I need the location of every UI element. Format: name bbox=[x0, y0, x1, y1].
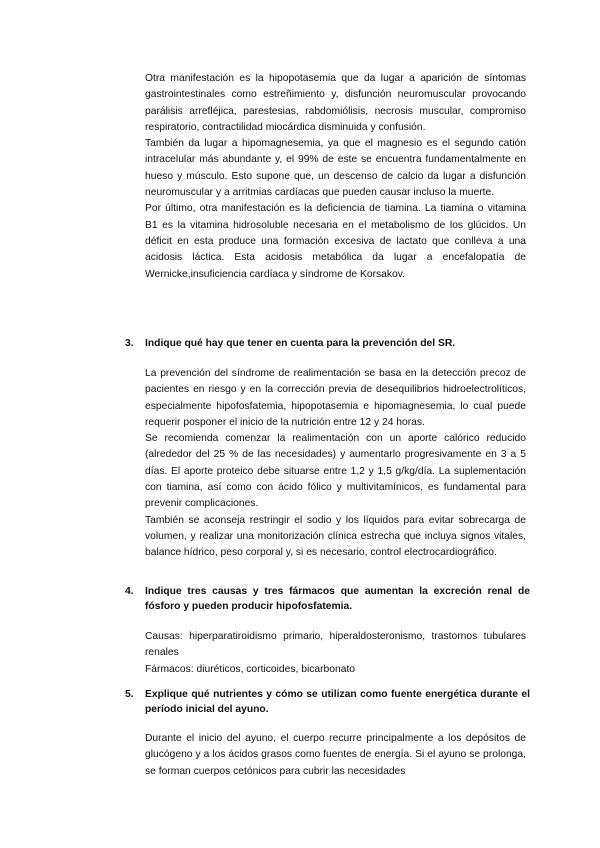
question-number: 4. bbox=[125, 586, 134, 597]
question-number: 5. bbox=[125, 689, 134, 700]
question-number: 3. bbox=[125, 338, 134, 349]
intro-paragraph-hipopotasemia: Otra manifestación es la hipopotasemia que da lugar a aparición de síntomas gastrointestinales como estreñimiento y, disfunción neuromuscular provocando parálisis arrefléjica, parestesias, rabdomiólisis, necrosis muscular, compromiso respiratorio, contractilidad miocárdica disminuida y confusión. bbox=[145, 73, 526, 133]
question-title: Indique tres causas y tres fármacos que aumentan la excreción renal de fósforo y pueden producir hipofosfatemia. bbox=[145, 586, 530, 612]
answer-paragraph: Causas: hiperparatiroidismo primario, hiperaldosteronismo, trastornos tubulares renales bbox=[145, 631, 526, 659]
question-5-answer bbox=[145, 731, 526, 780]
answer-paragraph: Durante el inicio del ayuno, el cuerpo recurre principalmente a los depósitos de glucógeno y a los ácidos grasos como fuentes de energía. Si el ayuno se prolonga, se forman cuerpos cetónicos para cubrir las necesidades bbox=[145, 733, 526, 777]
answer-paragraph: También se aconseja restringir el sodio y los líquidos para evitar sobrecarga de volumen, y realizar una monitorización clínica estrecha que incluya signos vitales, balance hídrico, peso corporal y, si es necesario, control electrocardiográfico. bbox=[145, 514, 526, 559]
answer-paragraph: Fármacos: diuréticos, corticoides, bicarbonato bbox=[145, 663, 356, 675]
question-3-answer bbox=[145, 366, 526, 562]
question-5-heading bbox=[125, 687, 530, 717]
question-4-heading bbox=[125, 584, 530, 614]
intro-text-block bbox=[145, 71, 526, 283]
intro-paragraph-hipomagnesemia: También da lugar a hipomagnesemia, ya que el magnesio es el segundo catión intracelular más abundante y, el 99% de este se encuentra fundamentalmente en hueso y músculo. Esto supone que, un descenso de calcio da lugar a disfunción neuromuscular y a arritmias cardíacas que pueden causar incluso la muerte. bbox=[145, 138, 526, 199]
question-4-answer bbox=[145, 629, 526, 678]
answer-paragraph: Se recomienda comenzar la realimentación con un aporte calórico reducido (alrededor del 25 % de las necesidades) y aumentarlo progresivamente en 3 a 5 días. El aporte proteico debe situarse entre 1,2 y 1,5 g/kg/día. La suplementación con tiamina, así como con ácido fólico y multivitamínicos, es fundamental para prevenir complicaciones. bbox=[145, 433, 526, 510]
answer-paragraph: La prevención del síndrome de realimentación se basa en la detección precoz de pacientes en riesgo y en la corrección previa de desequilibrios hidroelectrolíticos, especialmente hipofosfatemia, hipopotasemia e hipomagnesemia, lo cual puede requerir posponer el inicio de la nutrición entre 12 y 24 horas. bbox=[145, 368, 526, 428]
question-title: Explique qué nutrientes y cómo se utilizan como fuente energética durante el período inicial del ayuno. bbox=[145, 689, 530, 715]
question-3-heading bbox=[125, 336, 530, 351]
intro-paragraph-tiamina: Por último, otra manifestación es la deficiencia de tiamina. La tiamina o vitamina B1 es la vitamina hidrosoluble necesaria en el metabolismo de los glúcidos. Un déficit en esta produce una formación excesiva de lactato que conlleva a una acidosis láctica. Esta acidosis metabólica da lugar a encefalopatía de Wernicke,insuficiencia cardíaca y síndrome de Korsakov. bbox=[145, 203, 526, 280]
question-title: Indique qué hay que tener en cuenta para la prevención del SR. bbox=[145, 338, 456, 349]
